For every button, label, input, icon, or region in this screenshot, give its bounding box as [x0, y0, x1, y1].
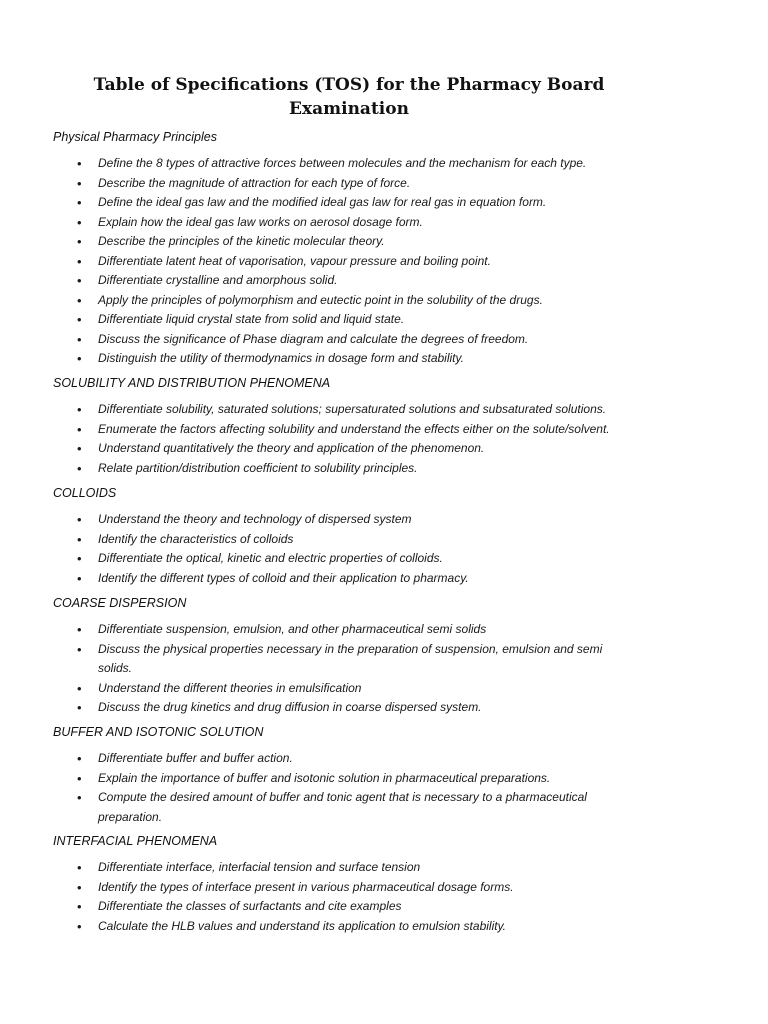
- list-item: • Explain the importance of buffer and isotonic solution in pharmaceutical preparations.: [53, 769, 628, 789]
- list-item: • Understand quantitatively the theory and application of the phenomenon.: [53, 439, 628, 459]
- list-item: • Describe the principles of the kinetic molecular theory.: [53, 232, 628, 252]
- bullet-icon: •: [77, 918, 82, 934]
- list-item: • Calculate the HLB values and understand its application to emulsion stability.: [53, 917, 628, 937]
- bullet-icon: •: [77, 680, 82, 696]
- section-heading: COARSE DISPERSION: [53, 596, 187, 610]
- list-item: • Explain how the ideal gas law works on aerosol dosage form.: [53, 213, 628, 233]
- section-solubility-and-distribution: [53, 374, 693, 478]
- section-heading: SOLUBILITY AND DISTRIBUTION PHENOMENA: [53, 376, 331, 390]
- bullet-icon: •: [77, 899, 82, 914]
- list-item: • Differentiate solubility, saturated solutions; supersaturated solutions and subsaturated solutions.: [53, 400, 628, 420]
- bullet-icon: •: [77, 195, 82, 210]
- bullet-icon: •: [77, 156, 82, 171]
- bullet-icon: •: [77, 292, 82, 308]
- list-item: • Differentiate liquid crystal state from solid and liquid state.: [53, 310, 628, 330]
- bullet-icon: •: [77, 860, 82, 875]
- bullet-icon: •: [77, 879, 82, 895]
- bullet-list: [53, 154, 693, 369]
- bullet-list: [53, 620, 693, 718]
- list-item: • Identify the types of interface present in various pharmaceutical dosage forms.: [53, 878, 628, 898]
- bullet-icon: •: [77, 460, 82, 476]
- section-physical-pharmacy-principles: [53, 128, 693, 369]
- bullet-icon: •: [77, 175, 82, 191]
- bullet-icon: •: [77, 331, 82, 347]
- list-item: • Identify the different types of colloid and their application to pharmacy.: [53, 569, 628, 589]
- bullet-icon: •: [77, 273, 82, 288]
- list-item: • Apply the principles of polymorphism and eutectic point in the solubility of the drugs.: [53, 291, 628, 311]
- list-item: • Understand the different theories in emulsification: [53, 679, 628, 699]
- bullet-list: [53, 510, 693, 588]
- list-item: • Differentiate suspension, emulsion, and other pharmaceutical semi solids: [53, 620, 628, 640]
- list-item: • Relate partition/distribution coefficient to solubility principles.: [53, 459, 628, 479]
- list-item: • Define the 8 types of attractive forces between molecules and the mechanism for each type.: [53, 154, 628, 174]
- list-item: • Differentiate the classes of surfactants and cite examples: [53, 897, 628, 917]
- bullet-list: [53, 400, 693, 478]
- bullet-icon: •: [77, 253, 82, 269]
- bullet-icon: •: [77, 641, 82, 657]
- list-item: • Discuss the physical properties necessary in the preparation of suspension, emulsion and semi solids.: [77, 641, 603, 675]
- bullet-icon: •: [77, 770, 82, 786]
- list-item: • Discuss the significance of Phase diagram and calculate the degrees of freedom.: [53, 330, 628, 350]
- section-heading: BUFFER AND ISOTONIC SOLUTION: [53, 725, 264, 739]
- list-item: • Enumerate the factors affecting solubility and understand the effects either on the solute/solvent.: [53, 420, 628, 440]
- bullet-icon: •: [77, 700, 82, 715]
- list-item: • Distinguish the utility of thermodynamics in dosage form and stability.: [53, 349, 628, 369]
- section-heading: COLLOIDS: [53, 486, 117, 500]
- bullet-icon: •: [77, 441, 82, 456]
- list-item: • Identify the characteristics of colloids: [53, 530, 628, 550]
- list-item: • Differentiate buffer and buffer action.: [53, 749, 628, 769]
- list-item: • Describe the magnitude of attraction for each type of force.: [53, 174, 628, 194]
- bullet-icon: •: [77, 421, 82, 437]
- list-item: • Discuss the drug kinetics and drug diffusion in coarse dispersed system.: [53, 698, 628, 718]
- bullet-icon: •: [77, 312, 82, 327]
- document-title: Table of Specifications (TOS) for the Pharmacy Board Examination: [93, 75, 605, 119]
- bullet-list: [53, 858, 693, 936]
- list-item: • Compute the desired amount of buffer and tonic agent that is necessary to a pharmaceutical preparation.: [77, 790, 587, 824]
- bullet-icon: •: [77, 214, 82, 230]
- list-item: • Differentiate interface, interfacial tension and surface tension: [53, 858, 628, 878]
- section-colloids: [53, 484, 693, 588]
- section-interfacial-phenomena: [53, 832, 693, 936]
- bullet-icon: •: [77, 402, 82, 417]
- list-item: • Differentiate crystalline and amorphous solid.: [53, 271, 628, 291]
- bullet-icon: •: [77, 531, 82, 547]
- bullet-icon: •: [77, 570, 82, 586]
- section-buffer-and-isotonic: [53, 723, 693, 827]
- bullet-icon: •: [77, 751, 82, 766]
- list-item: • Understand the theory and technology of dispersed system: [53, 510, 628, 530]
- section-heading: Physical Pharmacy Principles: [53, 130, 217, 144]
- bullet-icon: •: [77, 234, 82, 249]
- bullet-icon: •: [77, 622, 82, 637]
- section-heading: INTERFACIAL PHENOMENA: [53, 834, 218, 848]
- list-item: • Differentiate the optical, kinetic and electric properties of colloids.: [53, 549, 628, 569]
- bullet-icon: •: [77, 512, 82, 527]
- list-item: • Define the ideal gas law and the modified ideal gas law for real gas in equation form.: [53, 193, 628, 213]
- bullet-icon: •: [77, 351, 82, 366]
- bullet-icon: •: [77, 551, 82, 566]
- list-item: • Differentiate latent heat of vaporisation, vapour pressure and boiling point.: [53, 252, 628, 272]
- bullet-icon: •: [77, 790, 82, 805]
- bullet-list: [53, 749, 693, 827]
- section-coarse-dispersion: [53, 594, 693, 718]
